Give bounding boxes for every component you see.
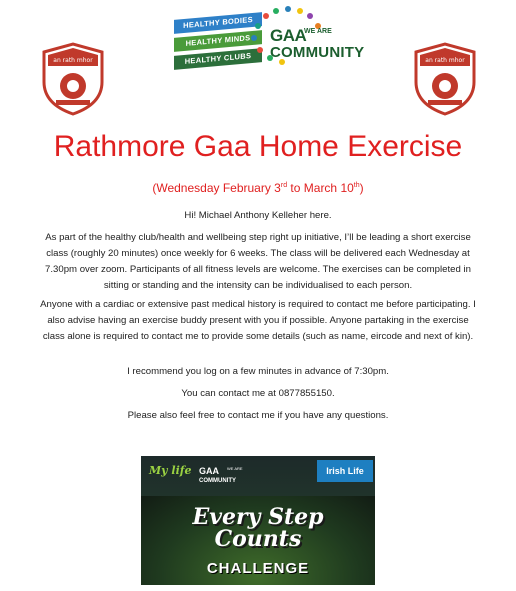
community-text: COMMUNITY — [270, 44, 365, 61]
crest-text: an rath mhor — [425, 57, 465, 64]
banner-counts: Counts — [214, 526, 302, 552]
healthy-clubs-band: HEALTHY CLUBS — [174, 48, 262, 70]
club-crest-left — [40, 42, 106, 116]
banner-challenge: CHALLENGE — [206, 560, 310, 577]
date-sup-2: th — [353, 182, 360, 189]
date-close: ) — [359, 181, 364, 195]
banner-gaa-text: GAA — [199, 466, 219, 476]
banner-community-text: COMMUNITY — [199, 478, 236, 484]
we-are-text: WE ARE — [304, 28, 332, 35]
every-step-counts-banner — [141, 456, 375, 585]
paragraph-class-details: As part of the healthy club/health and wellbeing step right up initiative, I’ll be leading a short exercise class (roughly 20 minutes) once weekly for 6 weeks. The class will be delivered each Wednesday at 7.30pm over zoom. Participants of all fitness levels are welcome. The exercises can be completed in sitting or standing and the intensity can be individualised to each person. — [45, 232, 471, 291]
crest-text: an rath mhor — [53, 57, 93, 64]
gaa-logo-text: GAA — [270, 26, 307, 45]
paragraph-questions: Please also feel free to contact me if you have any questions. — [127, 410, 389, 421]
club-crest-right — [412, 42, 478, 116]
date-open: (Wednesday February 3 — [152, 181, 281, 195]
date-mid: to March 10 — [287, 181, 354, 195]
paragraph-medical: Anyone with a cardiac or extensive past medical history is required to contact me before participating. I also advise having an exercise buddy present with you if possible. Anyone partaking in the exercise class alone is required to contact me to provide some details (such as name, eircode and next of kin). — [40, 299, 476, 342]
banner-we-are-text: WE ARE — [227, 466, 243, 471]
banner-every-step: Every Step — [192, 504, 324, 530]
date-sup-1: rd — [280, 182, 288, 189]
page-title: Rathmore Gaa Home Exercise — [53, 130, 463, 163]
irish-life-logo: Irish Life — [317, 460, 373, 482]
healthy-minds-band: HEALTHY MINDS — [174, 30, 262, 52]
healthy-bodies-band: HEALTHY BODIES — [174, 12, 262, 34]
mylife-logo: My life — [149, 464, 192, 477]
paragraph-contact-number: You can contact me at 0877855150. — [181, 388, 335, 399]
date-range — [0, 181, 516, 195]
paragraph-log-on: I recommend you log on a few minutes in advance of 7:30pm. — [127, 366, 389, 377]
paragraph-intro: Hi! Michael Anthony Kelleher here. — [184, 210, 332, 221]
